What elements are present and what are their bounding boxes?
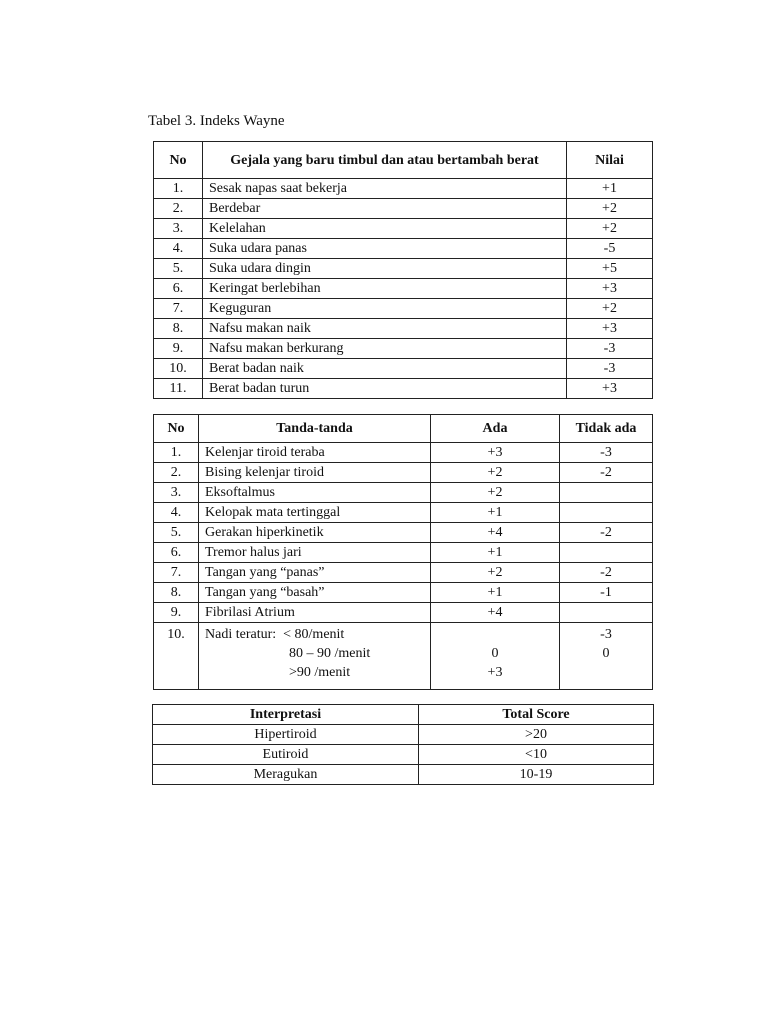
ada-value: +1	[431, 583, 560, 603]
table-row	[153, 725, 654, 745]
sign-label: Tremor halus jari	[199, 543, 431, 563]
table-header-row	[154, 415, 653, 443]
ada-value: +4	[431, 603, 560, 623]
table-row	[154, 279, 653, 299]
table-row	[154, 583, 653, 603]
interpretation-label: Meragukan	[153, 765, 419, 785]
ada-value: +1	[431, 503, 560, 523]
table-header-row	[153, 705, 654, 725]
table-row	[154, 179, 653, 199]
symptoms-table	[153, 141, 653, 399]
score-value: +3	[567, 279, 653, 299]
sign-label: Fibrilasi Atrium	[199, 603, 431, 623]
tidak-ada-value: -3	[560, 443, 653, 463]
sign-label: Tangan yang “basah”	[199, 583, 431, 603]
symptom-label: Nafsu makan berkurang	[203, 339, 567, 359]
row-number: 1.	[154, 179, 203, 199]
symptom-label: Berdebar	[203, 199, 567, 219]
column-header-tidak-ada: Tidak ada	[560, 415, 653, 443]
row-number: 1.	[154, 443, 199, 463]
row-number: 10.	[154, 359, 203, 379]
tidak-ada-value	[560, 483, 653, 503]
row-number: 8.	[154, 583, 199, 603]
row-number: 4.	[154, 503, 199, 523]
score-range: 10-19	[419, 765, 654, 785]
nadi-range: < 80/menit	[283, 627, 345, 642]
ada-value: +3	[431, 443, 560, 463]
ada-value	[431, 625, 559, 644]
table-row	[154, 239, 653, 259]
score-value: -3	[567, 359, 653, 379]
table-row	[154, 603, 653, 623]
row-number: 9.	[154, 339, 203, 359]
table-row	[153, 745, 654, 765]
column-header-nilai: Nilai	[567, 142, 653, 179]
table-row	[154, 543, 653, 563]
nadi-cell	[199, 623, 431, 690]
tidak-ada-value: -1	[560, 583, 653, 603]
table-row	[154, 563, 653, 583]
column-header-total-score: Total Score	[419, 705, 654, 725]
nadi-range: >90 /menit	[289, 665, 351, 680]
table-row	[154, 503, 653, 523]
column-header-no: No	[154, 142, 203, 179]
ada-value: +2	[431, 563, 560, 583]
row-number: 3.	[154, 219, 203, 239]
column-header-tanda: Tanda-tanda	[199, 415, 431, 443]
tidak-ada-value: -2	[560, 463, 653, 483]
column-header-ada: Ada	[431, 415, 560, 443]
symptom-label: Suka udara panas	[203, 239, 567, 259]
row-number: 6.	[154, 543, 199, 563]
sign-label: Kelopak mata tertinggal	[199, 503, 431, 523]
row-number: 3.	[154, 483, 199, 503]
interpretation-label: Hipertiroid	[153, 725, 419, 745]
table-row	[154, 299, 653, 319]
table-row-nadi	[154, 623, 653, 690]
table-row	[154, 443, 653, 463]
tidak-ada-value: 0	[602, 646, 610, 661]
sign-label: Tangan yang “panas”	[199, 563, 431, 583]
table-row	[154, 199, 653, 219]
row-number: 6.	[154, 279, 203, 299]
sign-label: Kelenjar tiroid teraba	[199, 443, 431, 463]
interpretation-table	[152, 704, 654, 785]
row-number: 2.	[154, 463, 199, 483]
row-number: 5.	[154, 523, 199, 543]
ada-value: +2	[431, 463, 560, 483]
table-row	[154, 379, 653, 399]
symptom-label: Keringat berlebihan	[203, 279, 567, 299]
tidak-ada-value	[560, 543, 653, 563]
ada-value: +4	[431, 523, 560, 543]
score-value: -5	[567, 239, 653, 259]
sign-label: Eksoftalmus	[199, 483, 431, 503]
symptom-label: Suka udara dingin	[203, 259, 567, 279]
interpretation-label: Eutiroid	[153, 745, 419, 765]
nadi-line	[205, 625, 430, 644]
nadi-tidak-ada-cell	[560, 623, 653, 690]
row-number: 10.	[154, 623, 199, 690]
column-header-gejala: Gejala yang baru timbul dan atau bertambah berat	[203, 142, 567, 179]
tidak-ada-value: -3	[600, 627, 612, 642]
table-row	[154, 483, 653, 503]
row-number: 11.	[154, 379, 203, 399]
table-row	[154, 319, 653, 339]
row-number: 2.	[154, 199, 203, 219]
table-row	[154, 359, 653, 379]
score-value: +2	[567, 199, 653, 219]
column-header-interpretasi: Interpretasi	[153, 705, 419, 725]
score-range: <10	[419, 745, 654, 765]
score-value: +3	[567, 319, 653, 339]
tidak-ada-value	[560, 603, 653, 623]
table-row	[154, 523, 653, 543]
ada-value: +2	[431, 483, 560, 503]
row-number: 9.	[154, 603, 199, 623]
table-row	[154, 259, 653, 279]
score-value: +2	[567, 219, 653, 239]
sign-label: Gerakan hiperkinetik	[199, 523, 431, 543]
row-number: 4.	[154, 239, 203, 259]
nadi-range: 80 – 90 /menit	[289, 646, 371, 661]
symptom-label: Nafsu makan naik	[203, 319, 567, 339]
table-row	[154, 219, 653, 239]
tidak-ada-value: -2	[560, 523, 653, 543]
symptom-label: Sesak napas saat bekerja	[203, 179, 567, 199]
signs-table	[153, 414, 653, 690]
table-row	[154, 339, 653, 359]
row-number: 7.	[154, 299, 203, 319]
score-value: +5	[567, 259, 653, 279]
score-value: +2	[567, 299, 653, 319]
table-header-row	[154, 142, 653, 179]
column-header-no: No	[154, 415, 199, 443]
score-value: +3	[567, 379, 653, 399]
score-range: >20	[419, 725, 654, 745]
row-number: 8.	[154, 319, 203, 339]
tidak-ada-value	[560, 663, 652, 682]
ada-value: +3	[487, 665, 503, 680]
table-row	[154, 463, 653, 483]
sign-label: Bising kelenjar tiroid	[199, 463, 431, 483]
table-caption: Tabel 3. Indeks Wayne	[148, 113, 285, 129]
row-number: 5.	[154, 259, 203, 279]
symptom-label: Berat badan turun	[203, 379, 567, 399]
nadi-label: Nadi teratur:	[205, 627, 277, 642]
score-value: -3	[567, 339, 653, 359]
row-number: 7.	[154, 563, 199, 583]
tidak-ada-value: -2	[560, 563, 653, 583]
ada-value: 0	[491, 646, 499, 661]
ada-value: +1	[431, 543, 560, 563]
table-row	[153, 765, 654, 785]
symptom-label: Keguguran	[203, 299, 567, 319]
symptom-label: Berat badan naik	[203, 359, 567, 379]
symptom-label: Kelelahan	[203, 219, 567, 239]
tidak-ada-value	[560, 503, 653, 523]
nadi-ada-cell	[431, 623, 560, 690]
score-value: +1	[567, 179, 653, 199]
